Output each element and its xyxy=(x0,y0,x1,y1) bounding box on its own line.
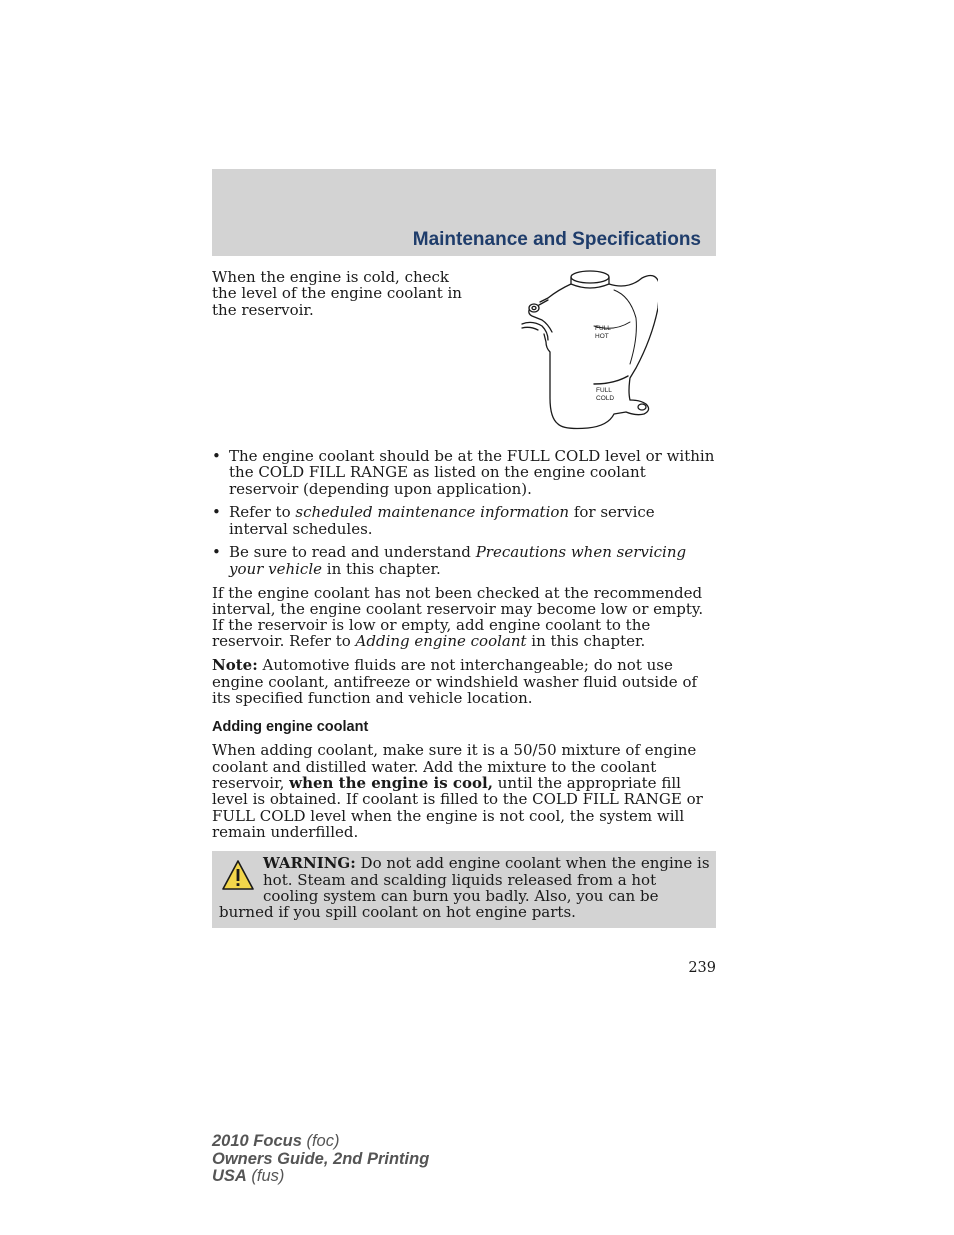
full-hot-label-2: HOT xyxy=(595,333,609,340)
list-item xyxy=(212,504,716,537)
paragraph-low-coolant: If the engine coolant has not been checked at the recommended interval, the engine coolant reservoir may become low or empty. If the reservoir is low or empty, add engine coolant to the reservoir. Refer to Adding engine coolant in this chapter. xyxy=(212,583,704,651)
coolant-reservoir-illustration xyxy=(518,268,658,434)
cross-reference: Adding engine coolant xyxy=(355,632,527,651)
intro-paragraph: When the engine is cold, check the level of the engine coolant in the reservoir. xyxy=(212,268,462,319)
subheading-adding-coolant: Adding engine coolant xyxy=(212,719,369,736)
cross-reference: Precautions when servicing your vehicle xyxy=(229,543,687,578)
bullet-icon: • xyxy=(212,543,221,562)
page-number: 239 xyxy=(688,960,716,976)
cross-reference: scheduled maintenance information xyxy=(295,503,570,522)
note-paragraph: Note: Automotive fluids are not interchangeable; do not use engine coolant, antifreeze or windshield washer fluid outside of its specified function and vehicle location. xyxy=(212,656,698,707)
note-label: Note: xyxy=(212,656,258,675)
warning-label: WARNING: xyxy=(263,854,356,873)
bullet-text: for service interval schedules. xyxy=(229,503,655,538)
warning-triangle-icon xyxy=(221,859,255,893)
list-item xyxy=(212,544,716,577)
bullet-text: Refer to xyxy=(229,503,296,522)
bullet-text: in this chapter. xyxy=(322,559,441,578)
full-cold-label: FULL xyxy=(596,387,612,394)
emphasis: when the engine is cool, xyxy=(289,774,493,793)
full-cold-label-2: COLD xyxy=(596,395,615,402)
bullet-icon: • xyxy=(212,447,221,465)
warning-text: Do not add engine coolant when the engine is hot. Steam and scalding liquids released from a hot cooling system can burn you badly. Also, you can be burned if you spill coolant on hot engine parts. xyxy=(219,854,710,922)
paragraph-adding-coolant: When adding coolant, make sure it is a 50/50 mixture of engine coolant and distilled water. Add the mixture to the coolant reservoir, when the engine is cool, until the appropriate fill level is obtained. If coolant is filled to the COLD FILL RANGE or FULL COLD level when the engine is not cool, the system will remain underfilled. xyxy=(212,741,703,841)
main-content xyxy=(212,448,716,928)
list-item xyxy=(212,448,716,497)
bullet-list xyxy=(212,448,716,577)
full-hot-label: FULL xyxy=(595,325,611,332)
document-footer: 2010 Focus (foc) Owners Guide, 2nd Printing USA (fus) xyxy=(212,1132,430,1185)
bullet-text: The engine coolant should be at the FULL COLD level or within the COLD FILL RANGE as listed on the engine coolant reservoir (depending upon application). xyxy=(229,447,715,498)
section-title: Maintenance and Specifications xyxy=(412,229,701,250)
bullet-text: Be sure to read and understand xyxy=(229,543,476,562)
bullet-icon: • xyxy=(212,503,221,522)
warning-box xyxy=(212,851,716,928)
section-header xyxy=(212,169,716,256)
